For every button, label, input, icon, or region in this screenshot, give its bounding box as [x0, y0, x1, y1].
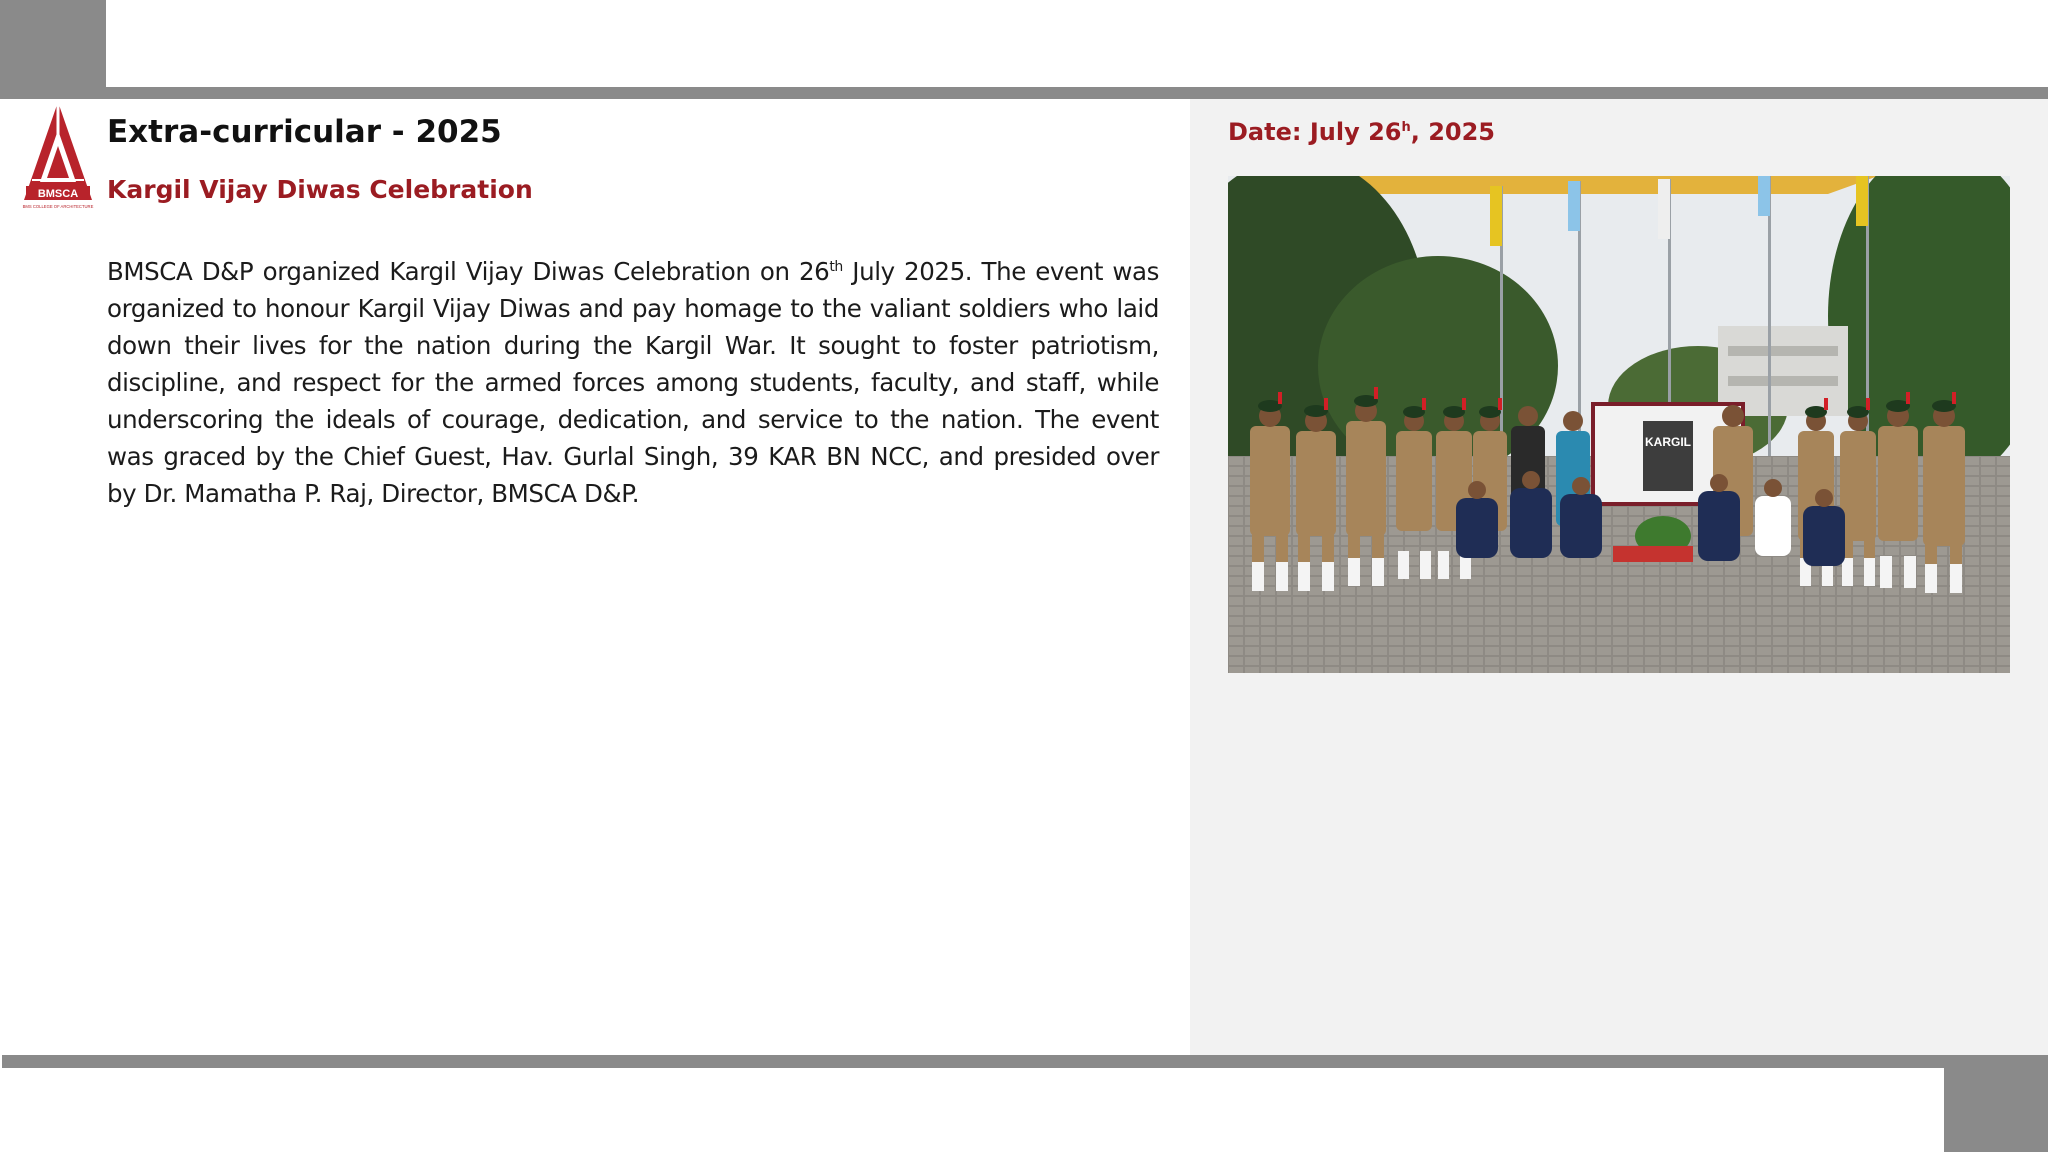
banner-text: KARGIL — [1645, 435, 1691, 449]
event-subtitle: Kargil Vijay Diwas Celebration — [107, 175, 533, 204]
bmsca-logo — [20, 100, 96, 212]
description-part1: BMSCA D&P organized Kargil Vijay Diwas Celebration on 26 — [107, 257, 830, 286]
event-description — [107, 253, 1159, 512]
date-part2: , 2025 — [1410, 118, 1496, 146]
logo-tagline: BMS COLLEGE OF ARCHITECTURE — [22, 204, 94, 209]
event-photo — [1228, 176, 2010, 673]
top-left-corner-block — [0, 0, 106, 96]
event-date — [1228, 118, 1495, 146]
date-ordinal: h — [1401, 120, 1411, 135]
top-divider-bar — [0, 87, 2048, 99]
page-title: Extra-curricular - 2025 — [107, 114, 502, 150]
bottom-right-corner-block — [1944, 1068, 2048, 1152]
date-part1: Date: July 26 — [1228, 118, 1402, 146]
logo-wordmark: BMSCA — [37, 188, 79, 200]
description-ordinal: th — [829, 258, 843, 275]
bottom-divider-bar — [2, 1055, 2048, 1068]
description-part2: July 2025. The event was organized to honour Kargil Vijay Diwas and pay homage to the valiant soldiers who laid down their lives for the nation during the Kargil War. It sought to foster patriotism, discipline, and respect for the armed forces among students, faculty, and staff, while underscoring the ideals of courage, dedication, and service to the nation. The event was graced by the Chief Guest, Hav. Gurlal Singh, 39 KAR BN NCC, and presided over by Dr. Mamatha P. Raj, Director, BMSCA D&P. — [107, 257, 1159, 508]
event-photo-illustration — [1228, 176, 2010, 673]
